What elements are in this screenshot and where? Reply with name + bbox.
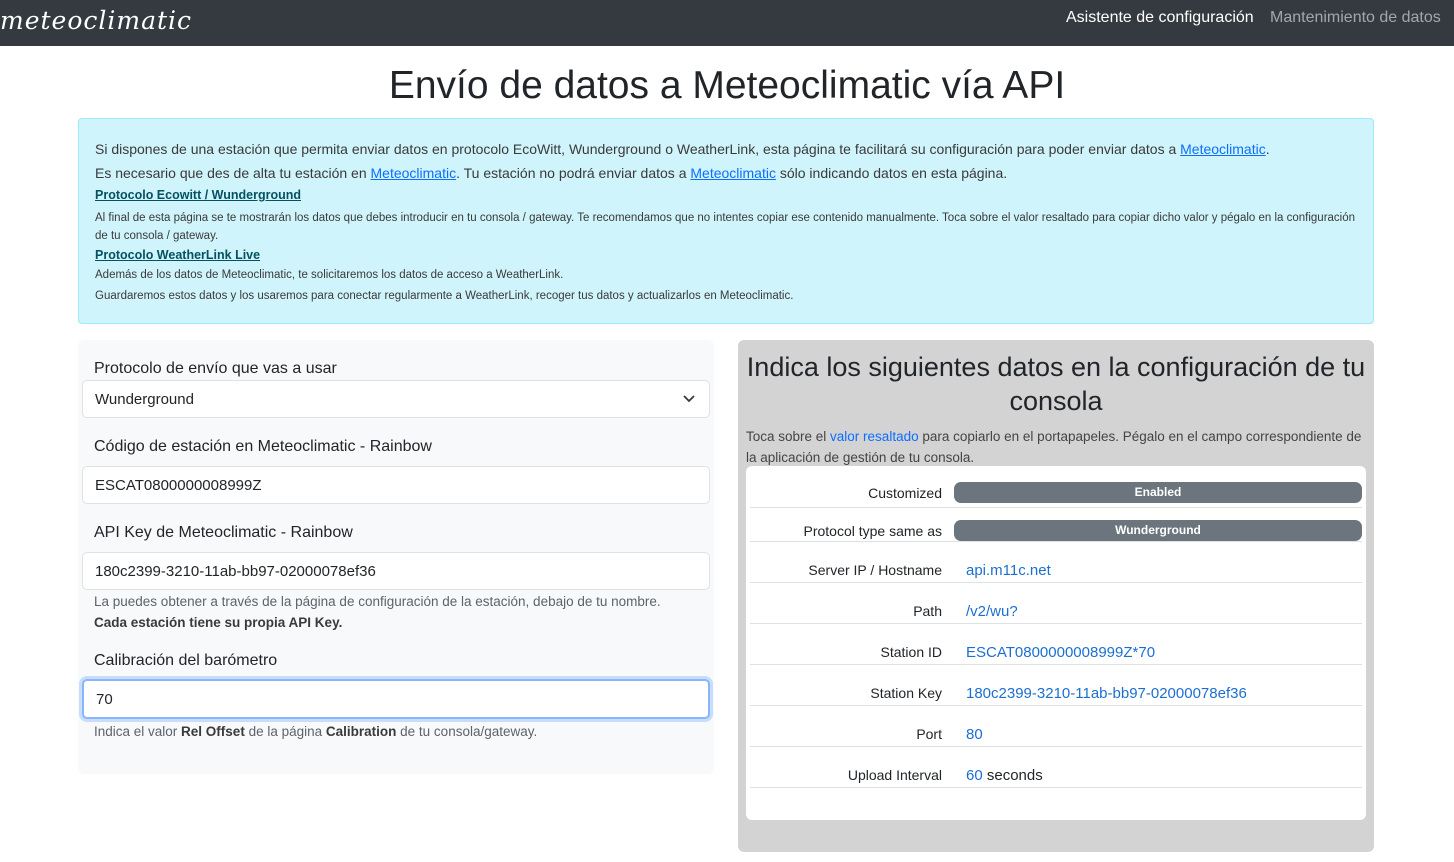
alert-reg-text-a: Es necesario que des de alta tu estación en	[95, 165, 371, 181]
protocol-type-badge[interactable]: Wunderground	[954, 520, 1362, 541]
customized-badge[interactable]: Enabled	[954, 482, 1362, 503]
api-key-value: 180c2399-3210-11ab-bb97-02000078ef36	[95, 563, 376, 580]
config-key: Path	[913, 603, 942, 619]
protocol-label: Protocolo de envío que vas a usar	[94, 360, 337, 377]
config-row-station-id	[750, 636, 1362, 665]
protocol-select[interactable]	[82, 380, 710, 418]
config-row-station-key	[750, 677, 1362, 706]
ecowitt-description: Al final de esta página se te mostrarán los datos que debes introducir en tu consola / gateway. Te recomendamos que no intentes copiar ese contenido manualmente. Toca sobre el valor resaltado para copiar dicho valor y pégalo en la configuración de tu consola / gateway.	[95, 212, 1356, 242]
station-code-input[interactable]	[82, 466, 710, 504]
heading-ecowitt[interactable]: Protocolo Ecowitt / Wunderground	[95, 188, 302, 202]
settings-form	[78, 340, 714, 774]
page-title: Envío de datos a Meteoclimatic vía API	[388, 64, 1066, 107]
config-row-upload-interval	[750, 759, 1362, 788]
upload-interval-unit: seconds	[982, 767, 1043, 784]
config-table	[746, 466, 1366, 820]
weatherlink-description-1: Además de los datos de Meteoclimatic, te solicitaremos los datos de acceso a WeatherLink.	[95, 269, 564, 281]
alert-intro-text: Si dispones de una estación que permita enviar datos en protocolo EcoWitt, Wunderground o WeatherLink, esta página te facilitará su configuración para poder enviar datos a	[95, 141, 1181, 157]
nav-link-mantenimiento[interactable]: Mantenimiento de datos	[1270, 9, 1441, 26]
barometer-value: 70	[96, 691, 113, 708]
chevron-down-icon	[683, 393, 695, 403]
alert-registration	[95, 165, 1007, 181]
protocol-select-value: Wunderground	[95, 391, 194, 408]
alert-intro	[95, 141, 1270, 157]
config-note	[746, 426, 1368, 468]
nav-link-asistente[interactable]: Asistente de configuración	[1066, 9, 1254, 26]
config-row-server	[750, 554, 1362, 583]
api-key-label: API Key de Meteoclimatic - Rainbow	[94, 524, 353, 541]
meteoclimatic-link[interactable]: Meteoclimatic	[1180, 141, 1266, 157]
console-config-panel	[738, 340, 1374, 852]
brand-logo[interactable]: meteoclimatic	[0, 6, 193, 35]
config-key: Upload Interval	[847, 767, 942, 783]
config-note-b: para copiarlo en el portapapeles. Pégalo en el campo correspondiente de la aplicación de gestión de tu consola.	[746, 429, 1362, 465]
weatherlink-description-2: Guardaremos estos datos y los usaremos para conectar regularmente a WeatherLink, recoger tus datos y actualizarlos en Meteoclimatic.	[95, 290, 794, 302]
config-key: Port	[916, 726, 942, 742]
meteoclimatic-link-3[interactable]: Meteoclimatic	[690, 165, 776, 181]
config-key: Server IP / Hostname	[808, 562, 942, 578]
station-id-value[interactable]: ESCAT0800000008999Z*70	[966, 644, 1156, 661]
station-code-label: Código de estación en Meteoclimatic - Rainbow	[94, 438, 432, 455]
upload-interval-value	[966, 767, 1043, 784]
navbar	[0, 0, 1454, 46]
config-note-a: Toca sobre el	[746, 429, 831, 444]
barometer-label: Calibración del barómetro	[94, 652, 278, 669]
path-value[interactable]: /v2/wu?	[966, 603, 1018, 620]
config-note-highlight: valor resaltado	[830, 429, 919, 444]
info-alert	[78, 118, 1374, 324]
server-hostname-value[interactable]: api.m11c.net	[966, 562, 1051, 579]
port-value[interactable]: 80	[966, 726, 983, 743]
alert-intro-end: .	[1265, 141, 1270, 157]
barometer-help-rel-offset: Rel Offset	[181, 724, 245, 739]
api-key-help-bold: Cada estación tiene su propia API Key.	[94, 615, 343, 630]
config-row-path	[750, 595, 1362, 624]
barometer-help-e: de tu consola/gateway.	[396, 724, 538, 739]
config-row-protocol-type	[750, 518, 1362, 542]
api-key-input[interactable]	[82, 552, 710, 590]
station-key-value[interactable]: 180c2399-3210-11ab-bb97-02000078ef36	[966, 685, 1247, 702]
barometer-input[interactable]	[82, 679, 710, 719]
station-code-value: ESCAT0800000008999Z	[95, 477, 262, 494]
config-key: Customized	[868, 485, 942, 501]
barometer-help-a: Indica el valor	[94, 724, 182, 739]
config-row-customized	[750, 480, 1362, 508]
config-key: Station ID	[880, 644, 942, 660]
config-key: Protocol type same as	[803, 523, 942, 539]
config-key: Station Key	[870, 685, 942, 701]
alert-reg-text-b: . Tu estación no podrá enviar datos a	[456, 165, 691, 181]
config-row-port	[750, 718, 1362, 747]
upload-interval-number[interactable]: 60	[966, 767, 983, 784]
heading-weatherlink[interactable]: Protocolo WeatherLink Live	[95, 248, 261, 262]
barometer-help-calibration: Calibration	[325, 724, 397, 739]
alert-reg-text-c: sólo indicando datos en esta página.	[775, 165, 1008, 181]
barometer-help-c: de la página	[244, 724, 326, 739]
api-key-help: La puedes obtener a través de la página de configuración de la estación, debajo de tu nombre.	[94, 594, 661, 609]
meteoclimatic-link-2[interactable]: Meteoclimatic	[370, 165, 457, 181]
config-title: Indica los siguientes datos en la configuración de tu consola	[746, 352, 1366, 416]
barometer-help	[94, 724, 537, 739]
